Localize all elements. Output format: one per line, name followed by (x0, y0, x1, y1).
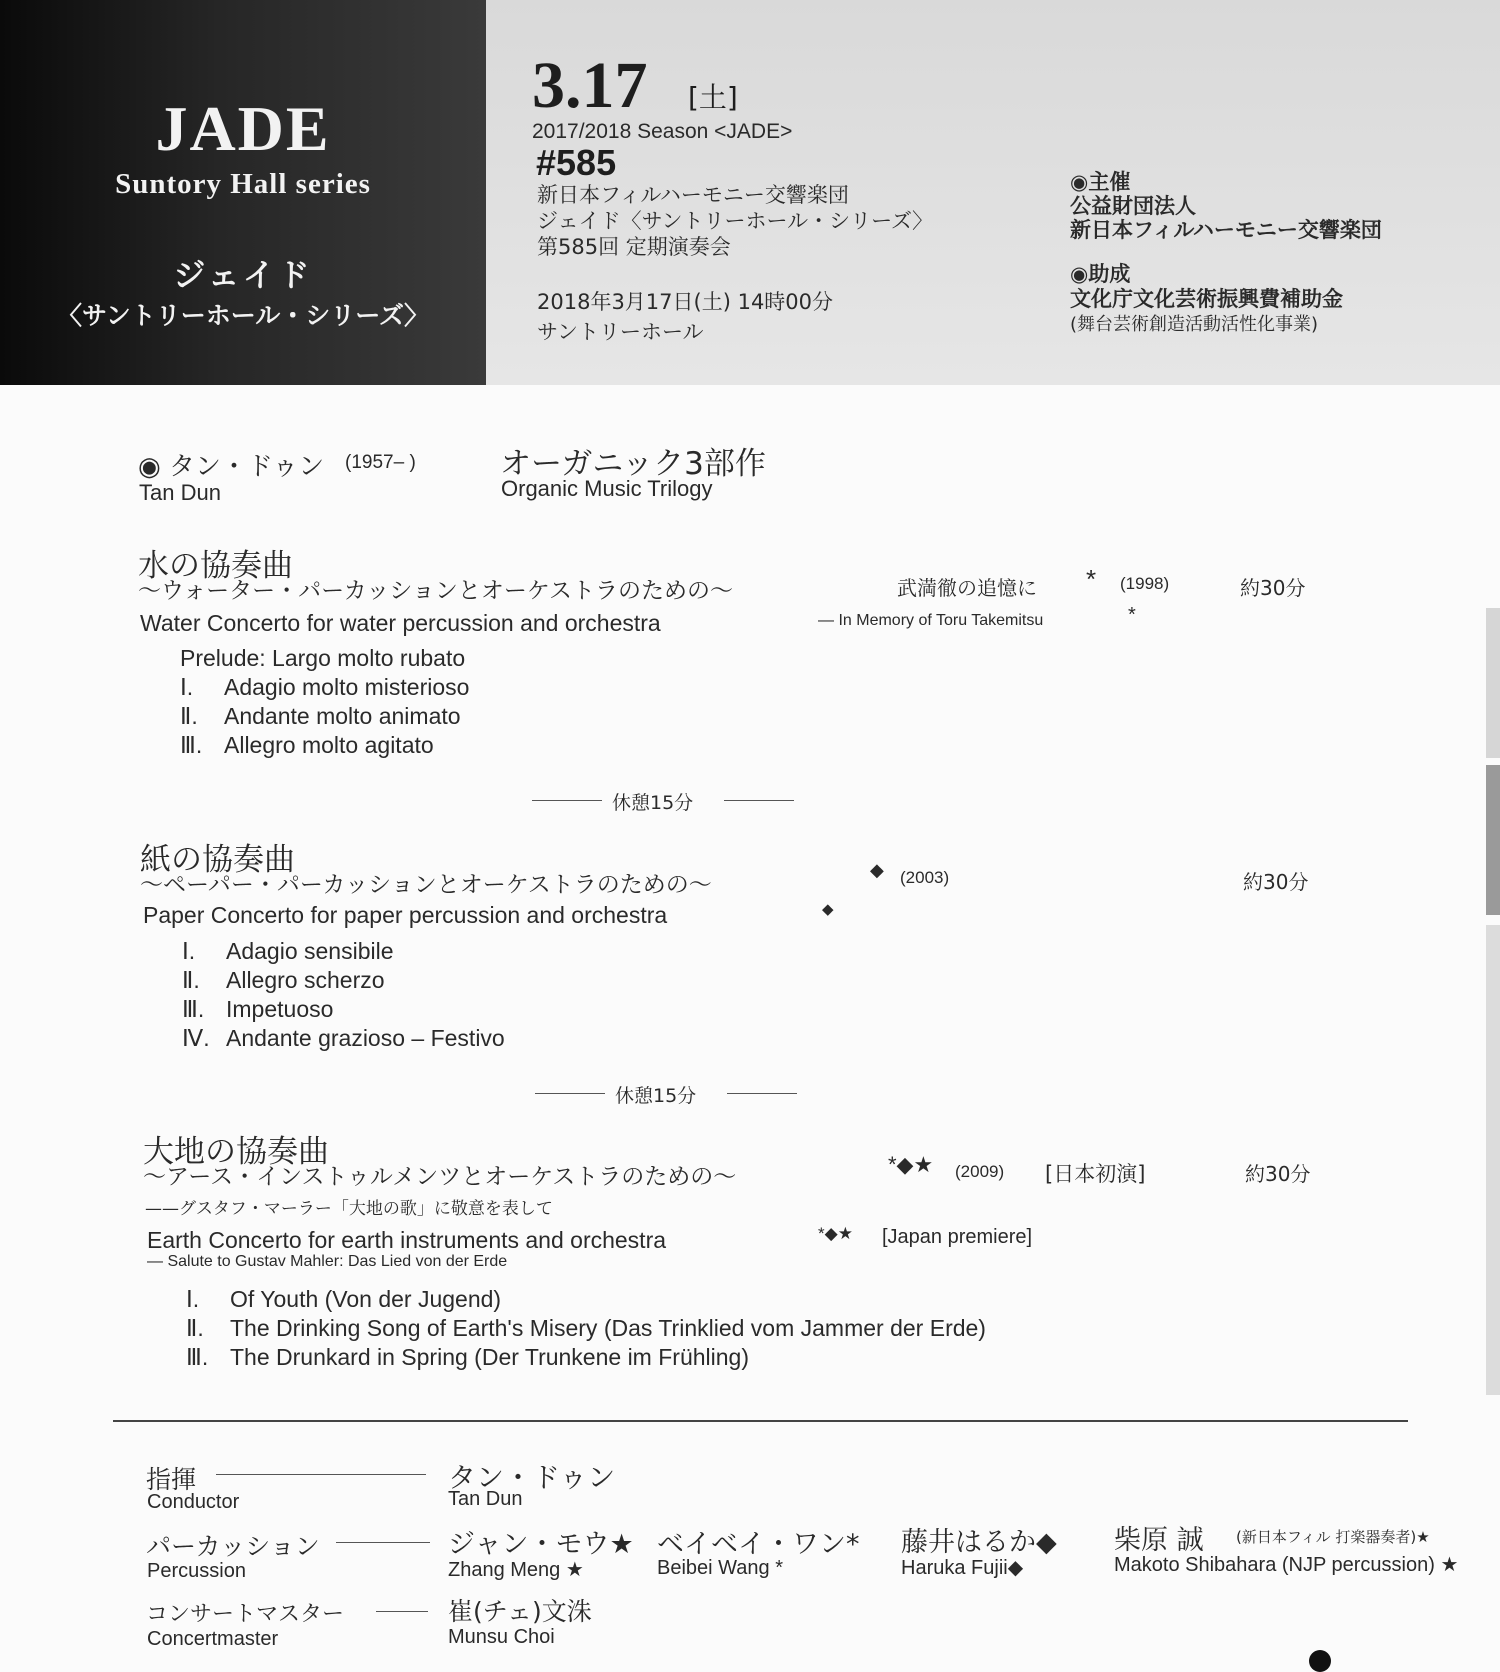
conductor-name-en: Tan Dun (448, 1488, 523, 1510)
season-label: 2017/2018 Season <JADE> (532, 120, 793, 143)
percussionist-name-jp: ベイベイ・ワン* (657, 1529, 860, 1560)
percussionist-name-jp: 柴原 誠 (1114, 1525, 1204, 1556)
role-conductor-en: Conductor (147, 1491, 240, 1513)
intermission-label: 休憩15分 (612, 792, 694, 814)
piece-mark-jp: *◆★ (888, 1152, 934, 1177)
concert-date: 3.17 (532, 49, 648, 122)
section-divider (113, 1420, 1408, 1422)
movement-name: Impetuoso (226, 996, 334, 1022)
piece-title-jp: 大地の協奏曲 (143, 1134, 329, 1170)
concert-datetime: 2018年3月17日(土) 14時00分 (537, 290, 834, 314)
movement-name: Allegro molto agitato (224, 732, 434, 758)
movement-number: Ⅲ. (182, 996, 205, 1022)
piece-duration: 約30分 (1240, 576, 1306, 600)
trilogy-title-en: Organic Music Trilogy (501, 476, 713, 501)
movement-name: Adagio molto misterioso (224, 674, 470, 700)
movement-item (186, 1344, 749, 1371)
conductor-name-jp: タン・ドゥン (448, 1461, 616, 1494)
movement-number: Ⅰ. (182, 938, 196, 964)
support-block (1070, 262, 1343, 337)
intermission-rule (727, 1093, 797, 1094)
role-percussion-en: Percussion (147, 1560, 246, 1582)
composer-jp: ◉ タン・ドゥン (138, 452, 325, 482)
page-edge-strip (1486, 608, 1500, 758)
piece-mark-en: *◆★ (818, 1224, 853, 1243)
percussionist-note-jp: (新日本フィル 打楽器奏者)★ (1236, 1528, 1430, 1546)
movement-item (180, 674, 469, 701)
percussionist-name-en: Makoto Shibahara (NJP percussion) ★ (1114, 1554, 1459, 1576)
movement-name: Of Youth (Von der Jugend) (230, 1286, 502, 1312)
piece-title-jp: 紙の協奏曲 (140, 842, 295, 878)
intermission-label: 休憩15分 (615, 1085, 697, 1107)
piece-duration: 約30分 (1245, 1162, 1311, 1186)
movement-item (182, 996, 333, 1023)
piece-year: (2003) (900, 868, 950, 887)
organizer-line: 新日本フィルハーモニー交響楽団 (1070, 218, 1382, 242)
concertmaster-name-en: Munsu Choi (448, 1626, 555, 1648)
series-subtitle: Suntory Hall series (115, 168, 371, 200)
movement-item (182, 938, 394, 965)
piece-mark-jp: ◆ (870, 860, 884, 880)
movement-number: Ⅱ. (186, 1315, 204, 1341)
movement-number: Ⅲ. (186, 1344, 209, 1370)
piece-dedication-en: — In Memory of Toru Takemitsu (818, 612, 1044, 629)
piece-salute-jp: ——グスタフ・マーラー「大地の歌」に敬意を表して (145, 1199, 553, 1219)
concert-info (537, 182, 933, 260)
movement-item (180, 645, 465, 672)
intermission-rule (535, 1093, 605, 1094)
movement-number: Ⅰ. (180, 674, 194, 700)
piece-subtitle-jp: 〜アース・インストゥルメンツとオーケストラのための〜 (143, 1164, 737, 1190)
series-title: JADE (155, 93, 331, 164)
movement-number: Ⅰ. (186, 1286, 200, 1312)
movement-number: Ⅱ. (180, 703, 198, 729)
composer-years: (1957– ) (345, 452, 416, 473)
bullet-dot (1309, 1650, 1331, 1672)
piece-subtitle-jp: 〜ウォーター・パーカッションとオーケストラのための〜 (138, 578, 734, 604)
info-line: 第585回 定期演奏会 (537, 235, 731, 259)
piece-salute-en: — Salute to Gustav Mahler: Das Lied von der Erde (147, 1253, 508, 1270)
piece-title-jp: 水の協奏曲 (138, 548, 293, 584)
page-edge-strip (1486, 925, 1500, 1395)
piece-mark-en: ◆ (822, 901, 834, 918)
piece-mark-en: * (1128, 604, 1136, 626)
series-jp-title: ジェイド (173, 256, 313, 294)
info-line: 新日本フィルハーモニー交響楽団 (537, 183, 849, 207)
concert-weekday: [土] (688, 81, 738, 114)
support-label: ◉助成 (1070, 262, 1131, 286)
series-jp-subtitle: 〈サントリーホール・シリーズ〉 (56, 301, 429, 330)
movement-name: Allegro scherzo (226, 967, 385, 993)
percussionist-name-jp: 藤井はるか◆ (901, 1527, 1057, 1558)
movement-number: Ⅱ. (182, 967, 200, 993)
organizer-label: ◉主催 (1070, 170, 1131, 194)
piece-year: (2009) (955, 1162, 1005, 1181)
movement-name: The Drinking Song of Earth's Misery (Das Trinklied vom Jammer der Erde) (230, 1315, 986, 1341)
intermission-rule (532, 800, 602, 801)
piece-title-en: Earth Concerto for earth instruments and orchestra (147, 1227, 667, 1253)
role-leader-line (376, 1611, 428, 1612)
percussionist-name-en: Zhang Meng ★ (448, 1559, 584, 1581)
movement-item (182, 967, 385, 994)
piece-premiere-en: [Japan premiere] (882, 1226, 1033, 1248)
trilogy-title-jp: オーガニック3部作 (500, 446, 766, 482)
page-edge-strip (1486, 765, 1500, 915)
intermission-rule (724, 800, 794, 801)
role-percussion-jp: パーカッション (146, 1532, 320, 1561)
movement-number: Ⅲ. (180, 732, 203, 758)
piece-premiere-jp: [日本初演] (1045, 1162, 1146, 1186)
composer-en: Tan Dun (139, 480, 221, 505)
movement-item (186, 1286, 501, 1313)
organizer-block (1070, 170, 1382, 242)
support-line: 文化庁文化芸術振興費補助金 (1070, 287, 1343, 311)
percussionist-name-en: Haruka Fujii◆ (901, 1557, 1024, 1579)
movement-name: Prelude: Largo molto rubato (180, 645, 466, 671)
percussionist-name-jp: ジャン・モウ★ (448, 1529, 634, 1560)
role-conductor-jp: 指揮 (146, 1465, 197, 1494)
piece-subtitle-jp: 〜ペーパー・パーカッションとオーケストラのための〜 (140, 872, 712, 898)
movement-item (186, 1315, 986, 1342)
movement-number: Ⅳ. (182, 1025, 210, 1051)
piece-title-en: Water Concerto for water percussion and orchestra (140, 610, 661, 636)
movement-item (182, 1025, 505, 1052)
percussionist-name-en: Beibei Wang * (657, 1557, 783, 1579)
concertmaster-name-jp: 崔(チェ)文洙 (448, 1597, 592, 1626)
movement-name: Andante molto animato (224, 703, 461, 729)
piece-year: (1998) (1120, 574, 1170, 593)
role-concertmaster-jp: コンサートマスター (146, 1602, 345, 1627)
role-leader-line (336, 1542, 430, 1543)
movement-name: Andante grazioso – Festivo (226, 1025, 505, 1051)
concert-number: #585 (536, 142, 617, 183)
info-line: ジェイド〈サントリーホール・シリーズ〉 (537, 209, 934, 233)
movement-name: The Drunkard in Spring (Der Trunkene im Frühling) (230, 1344, 749, 1370)
piece-mark-jp: * (1086, 564, 1097, 594)
movement-item (180, 703, 461, 730)
movement-name: Adagio sensibile (226, 938, 394, 964)
piece-title-en: Paper Concerto for paper percussion and orchestra (143, 902, 668, 928)
support-note: (舞台芸術創造活動活性化事業) (1070, 314, 1319, 335)
piece-duration: 約30分 (1243, 870, 1309, 894)
piece-dedication-jp: 武満徹の追憶に (897, 576, 1037, 600)
organizer-line: 公益財団法人 (1070, 194, 1196, 218)
role-leader-line (216, 1474, 426, 1475)
movement-item (180, 732, 434, 759)
concert-venue: サントリーホール (537, 320, 704, 344)
role-concertmaster-en: Concertmaster (147, 1628, 279, 1650)
